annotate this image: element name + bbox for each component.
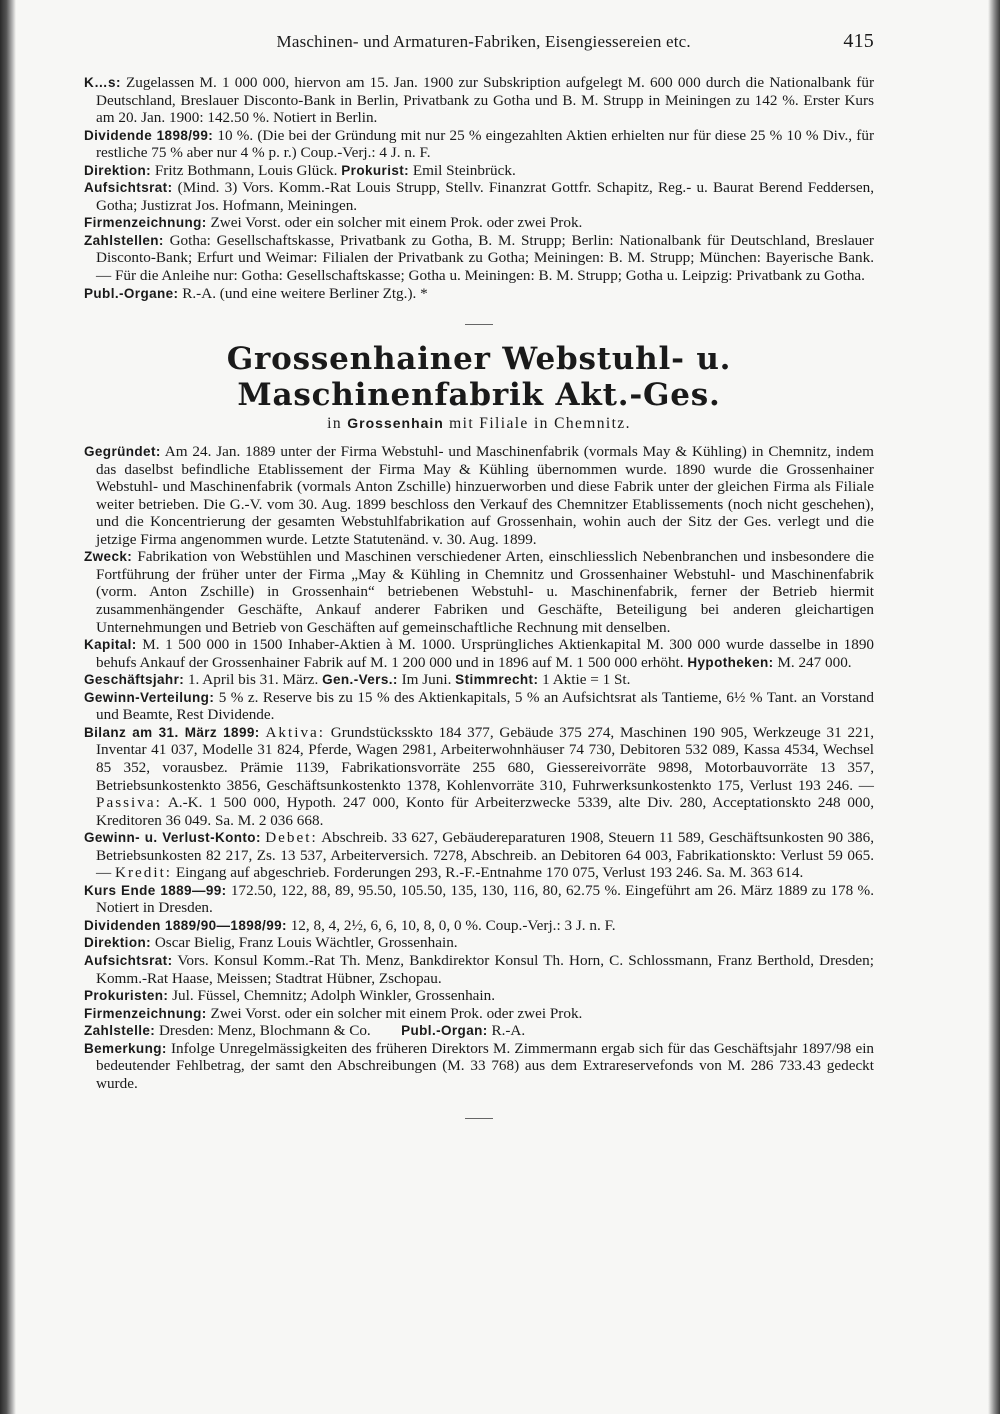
prev-direktion: Direktion: Fritz Bothmann, Louis Glück. Prokurist: Emil Steinbrück.	[84, 161, 516, 179]
entry-bemerkung: Bemerkung: Infolge Unregelmässigkeiten des früheren Direktors M. Zimmermann ergab sich für das Geschäftsjahr 1897/98 ein bedeutender Fehlbetrag, der samt den Abschreibungen (M. 33 768) aus dem Extrareservefonds von M. 286 733.43 gedeckt wurde.	[84, 1039, 875, 1092]
entry-direktion: Direktion: Oscar Bielig, Franz Louis Wächtler, Grossenhain.	[84, 934, 458, 952]
running-header	[84, 30, 874, 58]
page-number: 415	[843, 30, 874, 52]
scan-edge-right	[988, 0, 1000, 1414]
entry-prokuristen: Prokuristen: Jul. Füssel, Chemnitz; Adolph Winkler, Grossenhain.	[84, 987, 496, 1005]
entry-zahlstelle: Zahlstelle: Dresden: Menz, Blochmann & Co. Publ.-Organ: R.-A.	[84, 1022, 526, 1040]
company-title: Grossenhainer Webstuhl- u. Maschinenfabrik Akt.-Ges.	[226, 341, 732, 414]
previous-company-section	[84, 74, 874, 302]
company-entries	[84, 443, 874, 1092]
entry-firmenzeichnung: Firmenzeichnung: Zwei Vorst. oder ein solcher mit einem Prok. oder zwei Prok.	[84, 1004, 583, 1022]
entry-zweck: Zweck: Fabrikation von Webstühlen und Maschinen verschiedener Arten, einschliesslich Nebenbranchen und insbesondere die Fortführung der früher unter der Firma „May & Kühling in Chemnitz und Grossenhainer Webstuhl- und Maschinenfabrik (vorm. Anton Zschille) in Grossenhain“ betriebenen Webstuhl- u. Maschinenfabrik, ferner der Betrieb hiermit zusammenhängender Geschäfte, Ankauf anderer Fabriken und Geschäfte, Beteiligung bei anderen gleichartigen Unternehmungen und Betrieb von Geschäften auf gemeinschaftliche Rechnung mit denselben.	[84, 548, 875, 636]
entry-dividenden: Dividenden 1889/90—1898/99: 12, 8, 4, 2½, 6, 6, 10, 8, 0, 0 %. Coup.-Verj.: 3 J. n. F.	[84, 916, 616, 934]
entry-gegruendet: Gegründet: Am 24. Jan. 1889 unter der Firma Webstuhl- und Maschinenfabrik (vormals May & Kühling) in Chemnitz, indem das daselbst befindliche Etablissement der Firma May & Kühling übernommen wurde. 1890 wurde die Grossenhainer Webstuhl- und Maschinenfabrik (vormals Anton Zschille) hinzuerworben und diese Fabrik unter der gleichen Firma als Filiale weiter betrieben. Die G.-V. vom 30. Aug. 1899 beschloss den Verkauf des Chemnitzer Etablissements (noch nicht geschehen), und die Koncentrierung der gesamten Webstuhlfabrikation auf Grossenhain, wohin auch der Sitz der Ges. verlegt und die jetzige Firma angenommen wurde. Letzte Statutenänd. v. 30. Aug. 1899.	[84, 443, 874, 548]
entry-geschaeftsjahr: Geschäftsjahr: 1. April bis 31. März. Gen.-Vers.: Im Juni. Stimmrecht: 1 Aktie = 1 St.	[84, 671, 631, 689]
prev-zeichnung: Firmenzeichnung: Zwei Vorst. oder ein solcher mit einem Prok. oder zwei Prok.	[84, 214, 583, 232]
prev-aufsichtsrat: Aufsichtsrat: (Mind. 3) Vors. Komm.-Rat Louis Strupp, Stellv. Finanzrat Gottfr. Schapitz, Reg.- u. Baurat Berend Feddersen, Gotha; Justizrat Jos. Hofmann, Meiningen.	[84, 179, 875, 214]
entry-bilanz: Bilanz am 31. März 1899: Aktiva: Grundstücksskto 184 377, Gebäude 375 274, Maschinen 190 905, Werkzeuge 31 221, Inventar 41 037, Modelle 31 824, Pferde, Wagen 2981, Arbeiterwohnhäuser 74 730, Debitoren 532 089, Kassa 4534, Wechsel 85 352, vorausbez. Prämie 1139, Fabrikationsvorräte 255 680, Giessereivorräte 9898, Motorbauvorräte 13 357, Betriebsunkostenkto 3856, Geschäftsunkostenkto 1378, Kohlenvorräte 310, Fuhrwerksunkostenkto 175, Verlust 193 246. — Passiva: A.-K. 1 500 000, Hypoth. 247 000, Konto für Arbeiterzwecke 5339, alte Div. 280, Acceptationskto 248 000, Kreditoren 36 049. Sa. M. 2 036 668.	[84, 723, 875, 829]
entry-gewinn-verteilung: Gewinn-Verteilung: 5 % z. Reserve bis zu 15 % des Aktienkapitals, 5 % an Aufsichtsrat als Tantieme, 6½ % Tant. an Vorstand und Beamte, Rest Dividende.	[84, 688, 875, 724]
section-divider-bottom	[465, 1118, 493, 1119]
entry-kurs: Kurs Ende 1889—99: 172.50, 122, 88, 89, 95.50, 105.50, 135, 130, 116, 80, 62.75 %. Eingeführt am 26. März 1889 zu 178 %. Notiert in Dresden.	[84, 881, 874, 917]
prev-dividende: Dividende 1898/99: 10 %. (Die bei der Gründung mit nur 25 % eingezahlten Aktien erhielten nur für diese 25 % 10 % Div., für restliche 75 % aber nur 4 % p. r.) Coup.-Verj.: 4 J. n. F.	[84, 126, 874, 162]
scan-edge-left	[0, 0, 16, 1414]
running-title: Maschinen- und Armaturen-Fabriken, Eisengiessereien etc.	[276, 32, 691, 51]
entry-aufsichtsrat: Aufsichtsrat: Vors. Konsul Komm.-Rat Th. Menz, Bankdirektor Konsul Th. Horn, C. Schlossmann, Franz Berthold, Dresden; Komm.-Rat Haase, Meissen; Stadtrat Hübner, Zschopau.	[84, 951, 874, 987]
page	[84, 30, 874, 1135]
company-city: Grossenhain	[347, 415, 444, 432]
prev-zahlstellen: Zahlstellen: Gotha: Gesellschaftskasse, Privatbank zu Gotha, B. M. Strupp; Berlin: Nationalbank für Deutschland, Breslauer Disconto-Bank; Erfurt und Weimar: Filialen der Privatbank zu Gotha; Meiningen: B. M. Strupp; München: Bayerische Bank. — Für die Anleihe nur: Gotha: Gesellschaftskasse; Gotha u. Meiningen: B. M. Strupp; Gotha u. Leipzig: Privatbank zu Gotha.	[84, 231, 874, 285]
section-divider	[465, 324, 493, 325]
prev-kurs: K…s: Zugelassen M. 1 000 000, hiervon am 15. Jan. 1900 zur Subskription aufgelegt M. 600 000 durch die Nationalbank für Deutschland, Breslauer Disconto-Bank in Berlin, Privatbank zu Gotha und B. M. Strupp in Meiningen zu 142 %. Erster Kurs am 20. Jan. 1900: 142.50 %. Notiert in Berlin.	[84, 74, 875, 127]
prev-organe: Publ.-Organe: R.-A. (und eine weitere Berliner Ztg.). *	[84, 284, 428, 302]
entry-gewinn-verlust-konto: Gewinn- u. Verlust-Konto: Debet: Abschreib. 33 627, Gebäudereparaturen 1908, Steuern 11 589, Geschäftsunkosten 90 386, Betriebsunkosten 82 217, Zs. 13 537, Arbeiterversich. 7278, Abschreib. an Debitoren 64 003, Fabrikationskto: Verlust 59 065. — Kredit: Eingang auf abgeschrieb. Forderungen 293, R.-F.-Entnahme 170 075, Verlust 193 246. Sa. M. 363 614.	[84, 829, 874, 882]
company-subtitle: in Grossenhain mit Filiale in Chemnitz.	[327, 415, 631, 433]
entry-kapital: Kapital: M. 1 500 000 in 1500 Inhaber-Aktien à M. 1000. Ursprüngliches Aktienkapital M. 300 000 wurde dasselbe in 1890 behufs Ankauf der Grossenhainer Fabrik auf M. 1 200 000 und in 1896 auf M. 1 500 000 erhöht. Hypotheken: M. 247 000.	[84, 636, 875, 671]
